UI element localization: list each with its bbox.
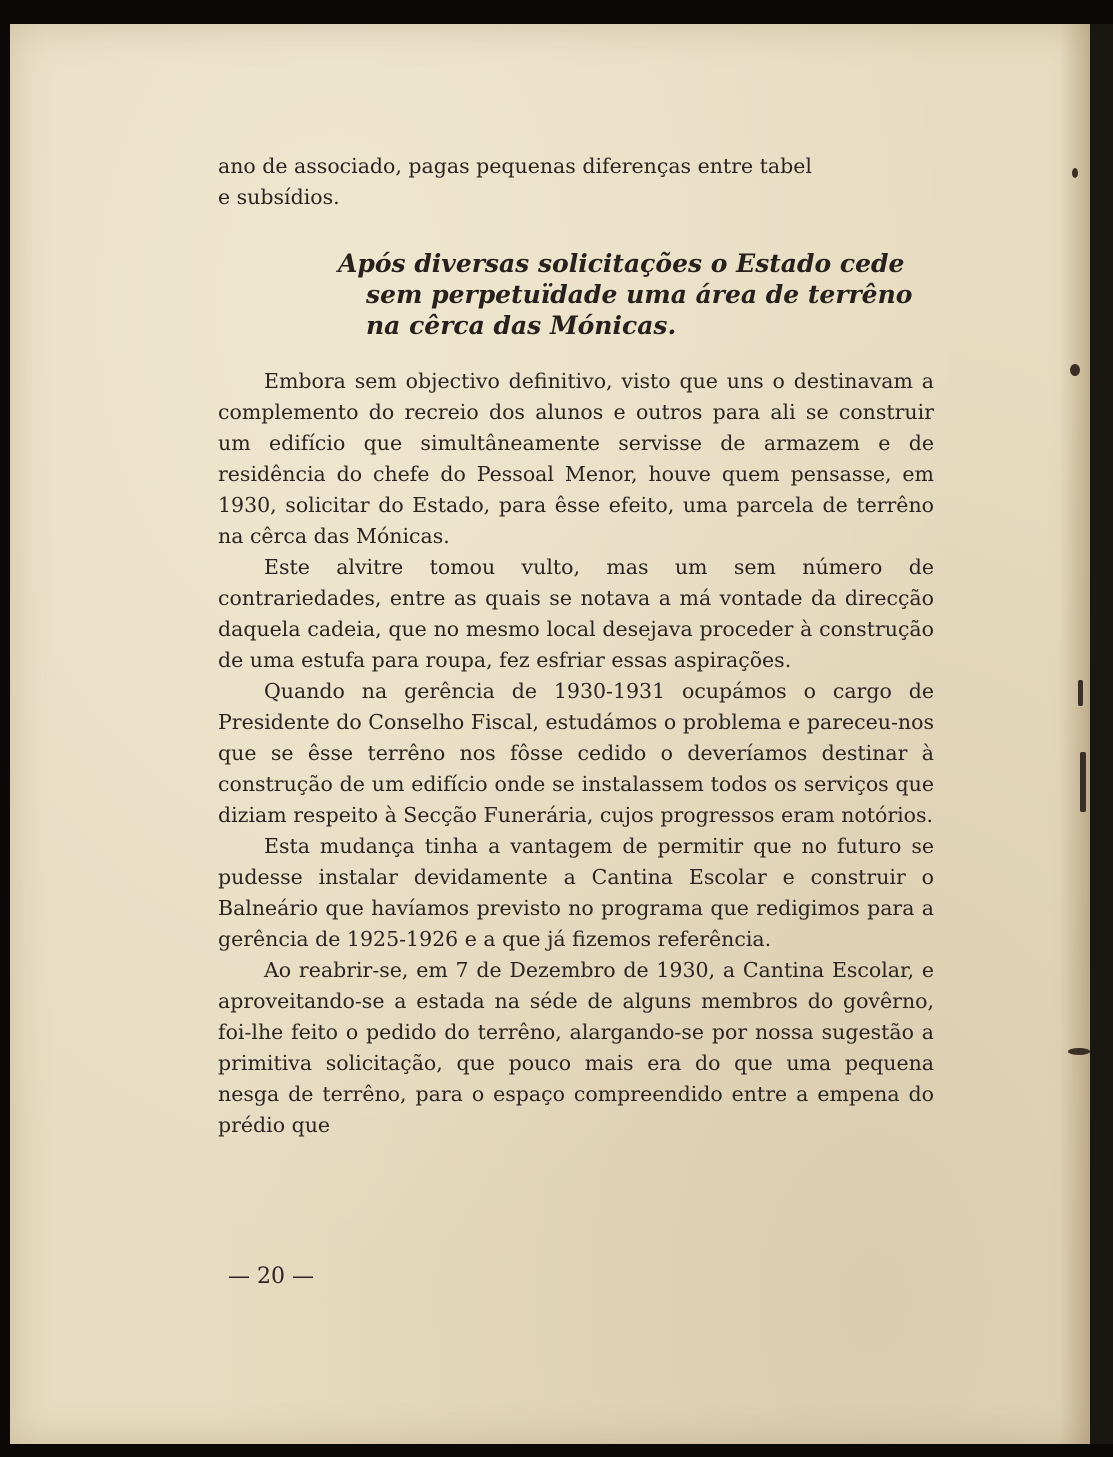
binding-mark xyxy=(1068,1048,1090,1055)
intro-text xyxy=(218,151,934,213)
scan-bottom-edge xyxy=(0,1444,1113,1457)
intro-line-1: ano de associado, pagas pequenas diferenças entre tabel xyxy=(218,154,812,178)
page-number: — 20 — xyxy=(228,1264,314,1289)
binding-mark xyxy=(1072,168,1078,178)
book-spine xyxy=(1090,24,1113,1457)
paragraph-3: Quando na gerência de 1930-1931 ocupámos o cargo de Presidente do Conselho Fiscal, estudámos o problema e pareceu-nos que se êsse terrêno nos fôsse cedido o deveríamos destinar à construção de um edifício onde se instalassem todos os serviços que diziam respeito à Secção Funerária, cujos progressos eram notórios. xyxy=(218,679,934,827)
paragraph-4: Esta mudança tinha a vantagem de permitir que no futuro se pudesse instalar devidamente a Cantina Escolar e construir o Balneário que havíamos previsto no programa que redigimos para a gerência de 1925-1926 e a que já fizemos referência. xyxy=(218,834,934,951)
body-text xyxy=(218,366,934,1141)
paragraph-1: Embora sem objectivo definitivo, visto que uns o destinavam a complemento do recreio dos alunos e outros para ali se construir um edifício que simultâneamente servisse de armazem e de residência do chefe do Pessoal Menor, houve quem pensasse, em 1930, solicitar do Estado, para êsse efeito, uma parcela de terrêno na cêrca das Mónicas. xyxy=(218,369,934,548)
heading-line-1: Após diversas solicitações o Estado cede xyxy=(338,249,905,278)
binding-mark xyxy=(1080,752,1086,812)
binding-mark xyxy=(1078,680,1083,706)
heading-line-2: sem perpetuïdade uma área de terrêno xyxy=(366,280,913,309)
page-gutter-shadow xyxy=(1060,24,1090,1444)
paragraph-5: Ao reabrir-se, em 7 de Dezembro de 1930, a Cantina Escolar, e aproveitando-se a estada na séde de alguns membros do govêrno, foi-lhe feito o pedido do terrêno, alargando-se por nossa sugestão a primitiva solicitação, que pouco mais era do que uma pequena nesga de terrêno, para o espaço compreendido entre a empena do prédio que xyxy=(218,958,934,1137)
binding-mark xyxy=(1070,364,1080,376)
paragraph-2: Este alvitre tomou vulto, mas um sem número de contrariedades, entre as quais se notava a má vontade da direcção daquela cadeia, que no mesmo local desejava proceder à construção de uma estufa para roupa, fez esfriar essas aspirações. xyxy=(218,555,934,672)
heading-line-3: na cêrca das Mónicas. xyxy=(366,311,677,340)
section-heading xyxy=(338,248,938,341)
intro-line-2: e subsídios. xyxy=(218,185,340,209)
